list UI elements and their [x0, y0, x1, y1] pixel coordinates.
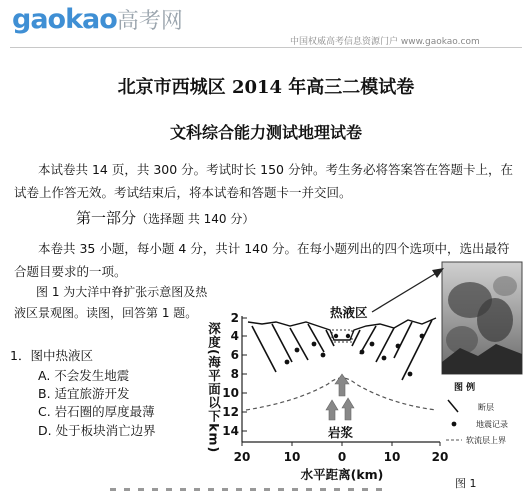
earthquake-records	[285, 334, 425, 377]
logo-english: gaokao	[12, 4, 117, 35]
figure-legend	[446, 381, 508, 445]
exam-instructions	[14, 158, 514, 204]
asthenosphere-upper-boundary	[246, 378, 436, 410]
y-tick-10: 10	[222, 386, 239, 400]
figure-caption	[14, 282, 214, 324]
header-slogan: 中国权威高考信息资源门户 www.gaokao.com	[290, 37, 480, 47]
y-tick-6: 6	[230, 348, 239, 362]
instructions-text: 本试卷共 14 页，共 300 分。考试时长 150 分钟。考生务必将答案答在答题卡上，在试卷上作答无效。考试结束后，将本试卷和答题卡一并交回。	[14, 162, 513, 200]
question-1-option-d[interactable]: D. 处于板块消亡边界	[38, 423, 156, 438]
exam-title: 北京市西城区 2014 年高三二模试卷	[117, 77, 415, 98]
y-tick-14: 14	[222, 424, 239, 438]
y-tick-2: 2	[230, 311, 239, 325]
question-1-stem: 1．图中热液区	[10, 348, 93, 363]
magma-label: 岩浆	[328, 425, 354, 440]
part-heading	[76, 207, 254, 228]
part-name: 第一部分	[76, 209, 137, 227]
part-note: （选择题 共 140 分）	[136, 212, 255, 226]
section-instructions	[14, 237, 514, 283]
figure-caption-text: 图 1 为大洋中脊扩张示意图及热液区景观图。读图，回答第 1 题。	[14, 285, 208, 320]
legend-title: 图 例	[454, 383, 476, 393]
header-divider	[10, 47, 522, 48]
cut-off-text-line	[110, 488, 390, 491]
question-1-option-a[interactable]: A. 不会发生地震	[38, 368, 130, 383]
x-axis-title: 水平距离(km)	[300, 467, 384, 482]
legend-asthenosphere: 软流层上界	[466, 436, 506, 445]
y-tick-4: 4	[230, 329, 239, 343]
fault-lines	[252, 320, 432, 380]
y-axis-title: 深度(海平面以下km)	[206, 322, 222, 454]
x-tick-left-10: 10	[283, 450, 301, 464]
magma-arrows	[326, 374, 354, 420]
x-tick-right-10: 10	[383, 450, 401, 464]
question-1-option-c[interactable]: C. 岩石圈的厚度最薄	[38, 404, 155, 419]
legend-fault: 断层	[478, 403, 494, 412]
y-tick-12: 12	[222, 405, 239, 419]
x-tick-0: 0	[337, 450, 347, 464]
question-1-option-b[interactable]: B. 适宜旅游开发	[38, 386, 130, 401]
legend-earthquake: 地震记录	[476, 420, 508, 429]
x-tick-right-20: 20	[431, 450, 449, 464]
figure-number: 图 1	[455, 477, 477, 490]
x-tick-left-20: 20	[233, 450, 251, 464]
logo-chinese: 高考网	[116, 9, 183, 34]
hydrothermal-zone-label: 热液区	[330, 305, 368, 320]
seafloor-profile	[248, 318, 436, 340]
y-tick-8: 8	[230, 367, 239, 381]
section-text: 本卷共 35 小题，每小题 4 分，共计 140 分。在每小题列出的四个选项中，选出最符合题目要求的一项。	[14, 241, 510, 279]
exam-subtitle: 文科综合能力测试地理试卷	[169, 123, 362, 142]
gaokao-logo[interactable]	[12, 4, 183, 38]
